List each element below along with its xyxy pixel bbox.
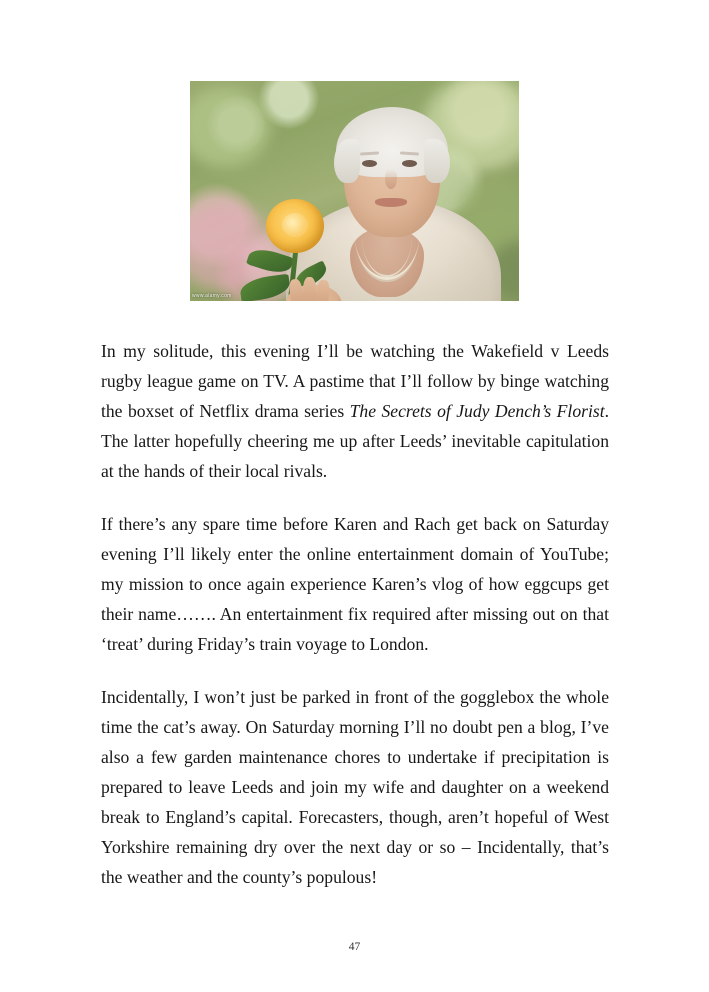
subject-nose — [385, 169, 397, 189]
text-run: If there’s any spare time before Karen and Rach get back on Saturday evening I’ll likely enter the online entertainment domain of YouTube; my mission to once again experience Karen’s vlog of how eggcups get their name……. An entertainment fix required after missing out on that ‘treat’ during Friday’s train voyage to London. — [101, 514, 609, 654]
paragraph-3 — [101, 682, 609, 892]
subject-hair — [334, 139, 360, 183]
paragraph-2 — [101, 509, 609, 659]
text-run: . The latter hopefully cheering me up after Leeds’ inevitable capitulation at the hands of their local rivals. — [101, 401, 609, 481]
photo-figure — [190, 81, 519, 301]
body-text — [101, 336, 609, 892]
yellow-rose-icon — [266, 199, 324, 253]
text-run: Incidentally, I won’t just be parked in front of the gogglebox the whole time the cat’s away. On Saturday morning I’ll no doubt pen a blog, I’ve also a few garden maintenance chores to undertake if precipitation is prepared to leave Leeds and join my wife and daughter on a weekend break to England’s capital. Forecasters, though, aren’t hopeful of West Yorkshire remaining dry over the next day or so – Incidentally, that’s the weather and the county’s populous! — [101, 687, 609, 887]
subject-finger — [303, 277, 316, 301]
subject-hair — [424, 139, 450, 183]
subject-eye — [402, 160, 417, 167]
photo-background — [190, 81, 519, 301]
text-run-italic: The Secrets of Judy Dench’s Florist — [349, 401, 605, 421]
bokeh-blob — [190, 87, 270, 167]
page-number: 47 — [348, 941, 361, 953]
paragraph-1 — [101, 336, 609, 486]
photo-watermark: www.alamy.com — [192, 293, 232, 299]
subject-mouth — [375, 198, 407, 207]
text-run: In my solitude, this evening I’ll be watching the Wakefield v Leeds rugby league game on TV. A pastime that I’ll follow by binge watching the boxset of Netflix drama series — [101, 341, 609, 421]
subject-eye — [362, 160, 377, 167]
